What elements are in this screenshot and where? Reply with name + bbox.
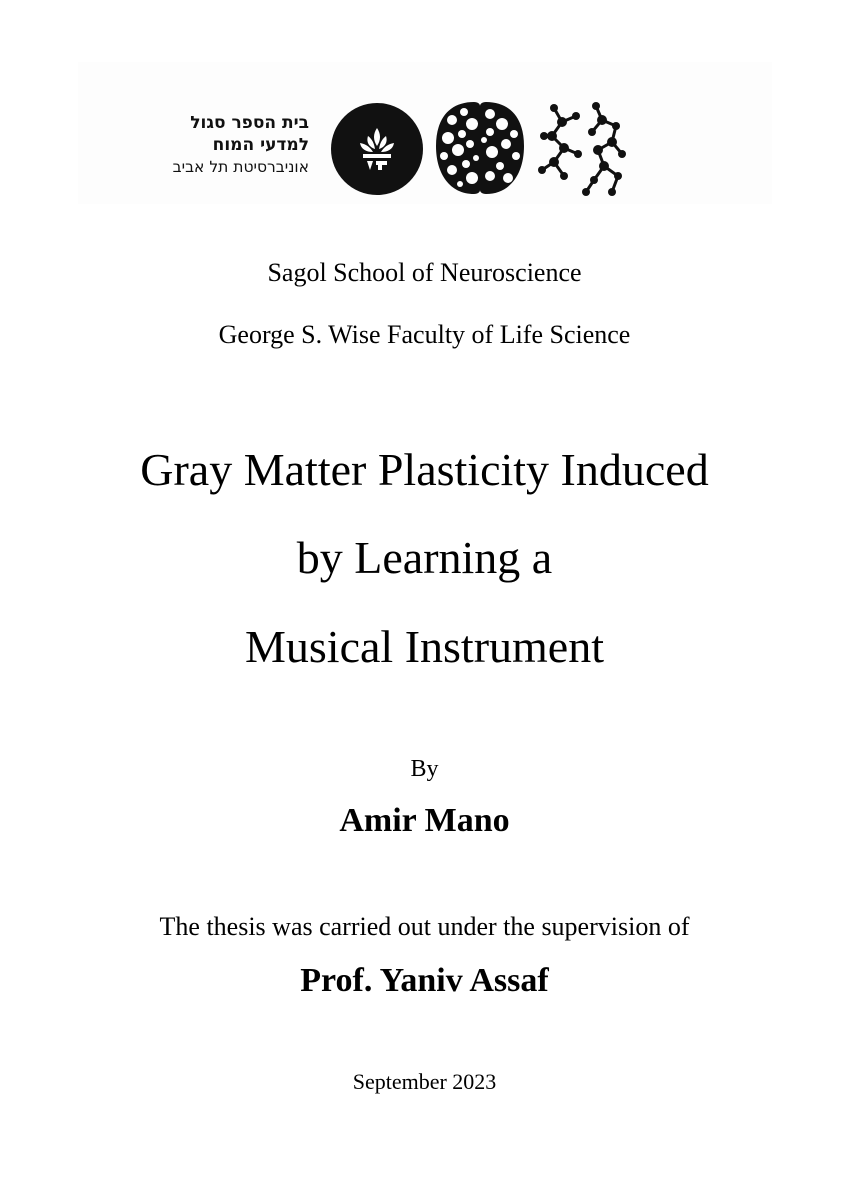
brain-dots-icon bbox=[428, 96, 532, 200]
submission-date: September 2023 bbox=[352, 1069, 497, 1094]
logo-hebrew-line-1: בית הספר סגול bbox=[190, 113, 309, 133]
neuron-network-icon bbox=[532, 96, 632, 200]
supervisor-name: Prof. Yaniv Assaf bbox=[300, 962, 549, 999]
logo-hebrew-line-3: אוניברסיטת תל אביב bbox=[172, 158, 309, 176]
school-name: Sagol School of Neuroscience bbox=[267, 258, 582, 287]
thesis-title-line-2: by Learning a bbox=[296, 532, 553, 583]
thesis-title-line-1: Gray Matter Plasticity Induced bbox=[140, 444, 709, 495]
faculty-name: George S. Wise Faculty of Life Science bbox=[218, 320, 631, 349]
tel-aviv-university-emblem-icon bbox=[330, 102, 424, 196]
supervision-statement: The thesis was carried out under the supervision of bbox=[159, 912, 690, 941]
logo-hebrew-text bbox=[173, 112, 309, 178]
logo-hebrew-line-2: למדעי המוח bbox=[212, 135, 309, 155]
author-name: Amir Mano bbox=[339, 802, 510, 839]
by-label: By bbox=[410, 756, 439, 782]
thesis-title-line-3: Musical Instrument bbox=[245, 621, 604, 672]
